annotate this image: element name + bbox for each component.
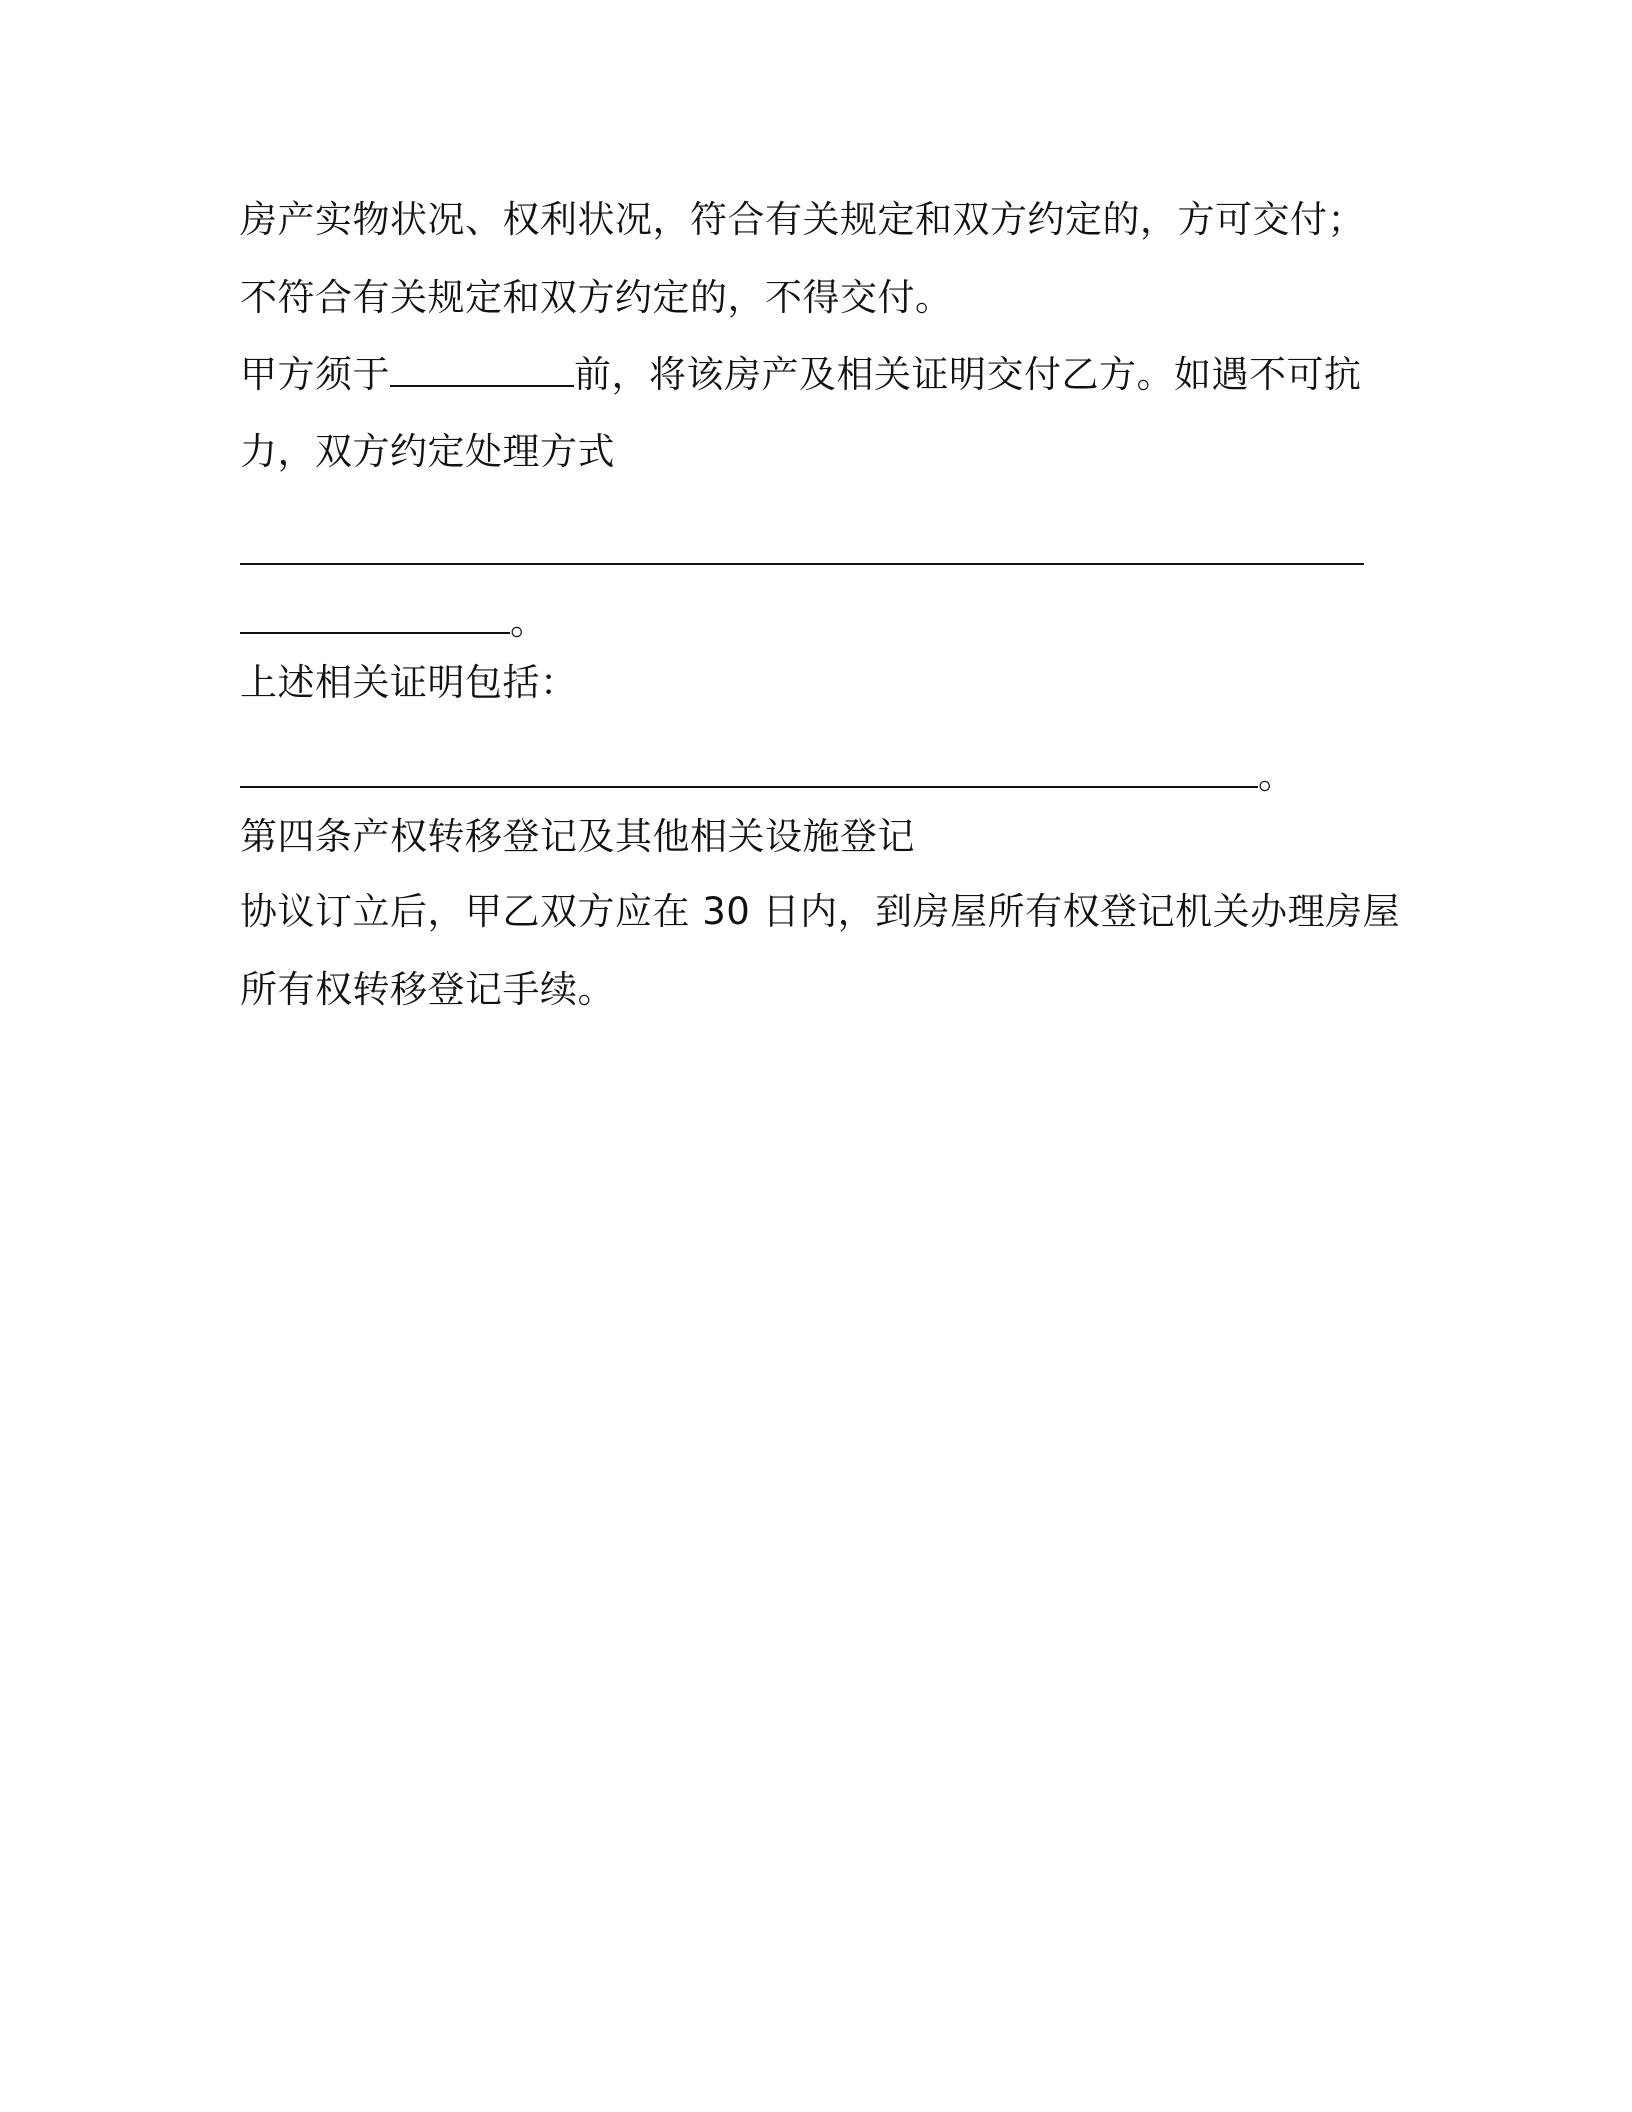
registration-text-line-2: [240, 966, 615, 1014]
certificates-blank[interactable]: [240, 752, 1258, 788]
certificates-heading-text: [240, 659, 578, 707]
line-10-text: 协议订立后，甲乙双方应在 30 日内，到房屋所有权登记机关办理房屋: [240, 890, 1401, 933]
article-four-heading: [240, 813, 915, 861]
certificates-blank-line: [240, 752, 1296, 800]
line-2-text: 不符合有关规定和双方约定的，不得交付。: [240, 276, 953, 319]
deadline-date-blank[interactable]: [390, 351, 574, 387]
line-7-text: 上述相关证明包括：: [240, 661, 578, 704]
force-majeure-text: [240, 428, 615, 476]
line-9-text: 第四条产权转移登记及其他相关设施登记: [240, 815, 915, 858]
handling-method-blank-2[interactable]: [240, 598, 510, 634]
line-4-text: 力，双方约定处理方式: [240, 430, 615, 473]
handling-method-blank-line-2: [240, 598, 548, 646]
delivery-condition-text: [240, 196, 1365, 244]
delivery-refusal-text: [240, 274, 953, 322]
handling-method-blank-1[interactable]: [240, 529, 1364, 565]
line-6-period: 。: [510, 600, 548, 643]
line-8-period: 。: [1258, 754, 1296, 797]
line-3-suffix: 前，将该房产及相关证明交付乙方。如遇不可抗: [574, 353, 1362, 396]
line-1-text: 房产实物状况、权利状况，符合有关规定和双方约定的，方可交付；: [240, 198, 1365, 241]
delivery-deadline-text: [240, 351, 1362, 399]
registration-text-line-1: [240, 888, 1400, 936]
line-3-prefix: 甲方须于: [240, 353, 390, 396]
handling-method-blank-line-1: [240, 529, 1364, 577]
line-11-text: 所有权转移登记手续。: [240, 968, 615, 1011]
